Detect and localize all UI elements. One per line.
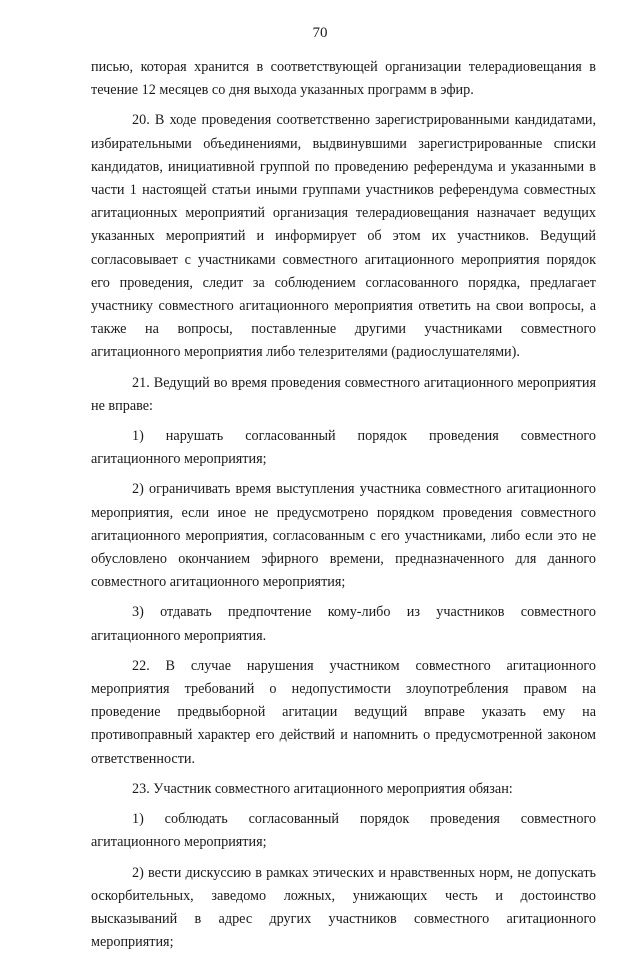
paragraph-21: 21. Ведущий во время проведения совместного агитационного мероприятия не вправе: [91,372,596,418]
paragraph-20: 20. В ходе проведения соответственно зарегистрированными кандидатами, избирательными объединениями, выдвинувшими зарегистрированные списки кандидатов, инициативной группой по проведению референдума и указанными в части 1 настоящей статьи иными группами участников референдума совместных агитационных мероприятий организация телерадиовещания назначает ведущих указанных мероприятий и информирует об этом их участников. Ведущий согласовывает с участниками совместного агитационного мероприятия порядок его проведения, следит за соблюдением согласованного порядка, предлагает участнику совместного агитационного мероприятия ответить на свои вопросы, а также на вопросы, поставленные другими участниками совместного агитационного мероприятия либо телезрителями (радиослушателями). [91,109,596,364]
paragraph-21-item-2: 2) ограничивать время выступления участника совместного агитационного мероприятия, если иное не предусмотрено порядком проведения совместного агитационного мероприятия, согласованным с его участниками, либо если это не обусловлено окончанием эфирного времени, предназначенного для данного совместного агитационного мероприятия; [91,478,596,594]
paragraph-23: 23. Участник совместного агитационного мероприятия обязан: [91,778,596,801]
paragraph-22: 22. В случае нарушения участником совместного агитационного мероприятия требований о недопустимости злоупотребления правом на проведение предвыборной агитации ведущий вправе указать ему на противоправный характер его действий и напомнить о предусмотренной законом ответственности. [91,655,596,771]
paragraph-continuation: писью, которая хранится в соответствующей организации телерадиовещания в течение 12 месяцев со дня выхода указанных программ в эфир. [91,56,596,102]
paragraph-21-item-3: 3) отдавать предпочтение кому-либо из участников совместного агитационного мероприятия. [91,601,596,647]
paragraph-23-item-2: 2) вести дискуссию в рамках этических и нравственных норм, не допускать оскорбительных, заведомо ложных, унижающих честь и достоинство высказываний в адрес других участников совместного агитационного мероприятия; [91,862,596,954]
paragraph-23-item-1: 1) соблюдать согласованный порядок проведения совместного агитационного мероприятия; [91,808,596,854]
page-number: 70 [0,24,640,42]
document-body [91,56,596,954]
paragraph-21-item-1: 1) нарушать согласованный порядок проведения совместного агитационного мероприятия; [91,425,596,471]
